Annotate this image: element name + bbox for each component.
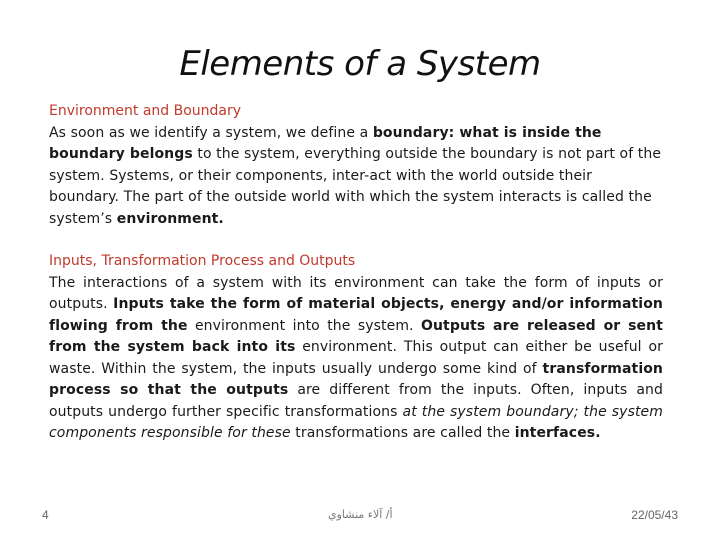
- text-run-bold: Inputs take the form of material objects, energy and/or information flowing from the: [49, 296, 663, 334]
- text-run-bold: environment.: [116, 210, 224, 227]
- text-run: are different from the inputs. Often, inputs and outputs undergo further specific transformations: [49, 382, 663, 420]
- text-run: The interactions of a system with its environment can take the form of inputs or outputs.: [49, 274, 663, 312]
- text-run-italic: at the system boundary; the system components responsible for these: [49, 403, 663, 441]
- section-heading: Environment and Boundary: [49, 103, 242, 119]
- footer-author: أ/ آلاء منشاوي: [328, 508, 393, 521]
- text-run-bold: interfaces.: [514, 425, 601, 441]
- section-paragraph: [49, 273, 663, 445]
- text-run: transformations are called the: [290, 425, 515, 441]
- text-run-bold: transformation process so that the outputs: [49, 360, 663, 398]
- text-run: As soon as we identify a system, we define a: [49, 124, 373, 141]
- text-run-bold: boundary: what is inside the boundary belongs: [49, 124, 602, 162]
- section-paragraph: [49, 123, 663, 231]
- text-run: environment into the system.: [187, 317, 421, 334]
- text-run: to the system, everything outside the boundary is not part of the system. Systems, or their components, inter-act with the world outside their boundary. The part of the outside world with which the system interacts is called the system’s: [49, 146, 662, 227]
- section-environment-boundary: [49, 101, 663, 230]
- text-run-bold: Outputs are released or sent from the system back into its: [49, 317, 663, 355]
- text-run: environment. This output can either be useful or waste. Within the system, the inputs usually undergo some kind of: [49, 339, 663, 377]
- page-number: 4: [42, 508, 49, 522]
- section-inputs-outputs: [49, 251, 663, 445]
- slide-title: Elements of a System: [179, 44, 541, 84]
- section-heading: Inputs, Transformation Process and Outputs: [49, 253, 356, 269]
- footer-date: 22/05/43: [631, 508, 678, 522]
